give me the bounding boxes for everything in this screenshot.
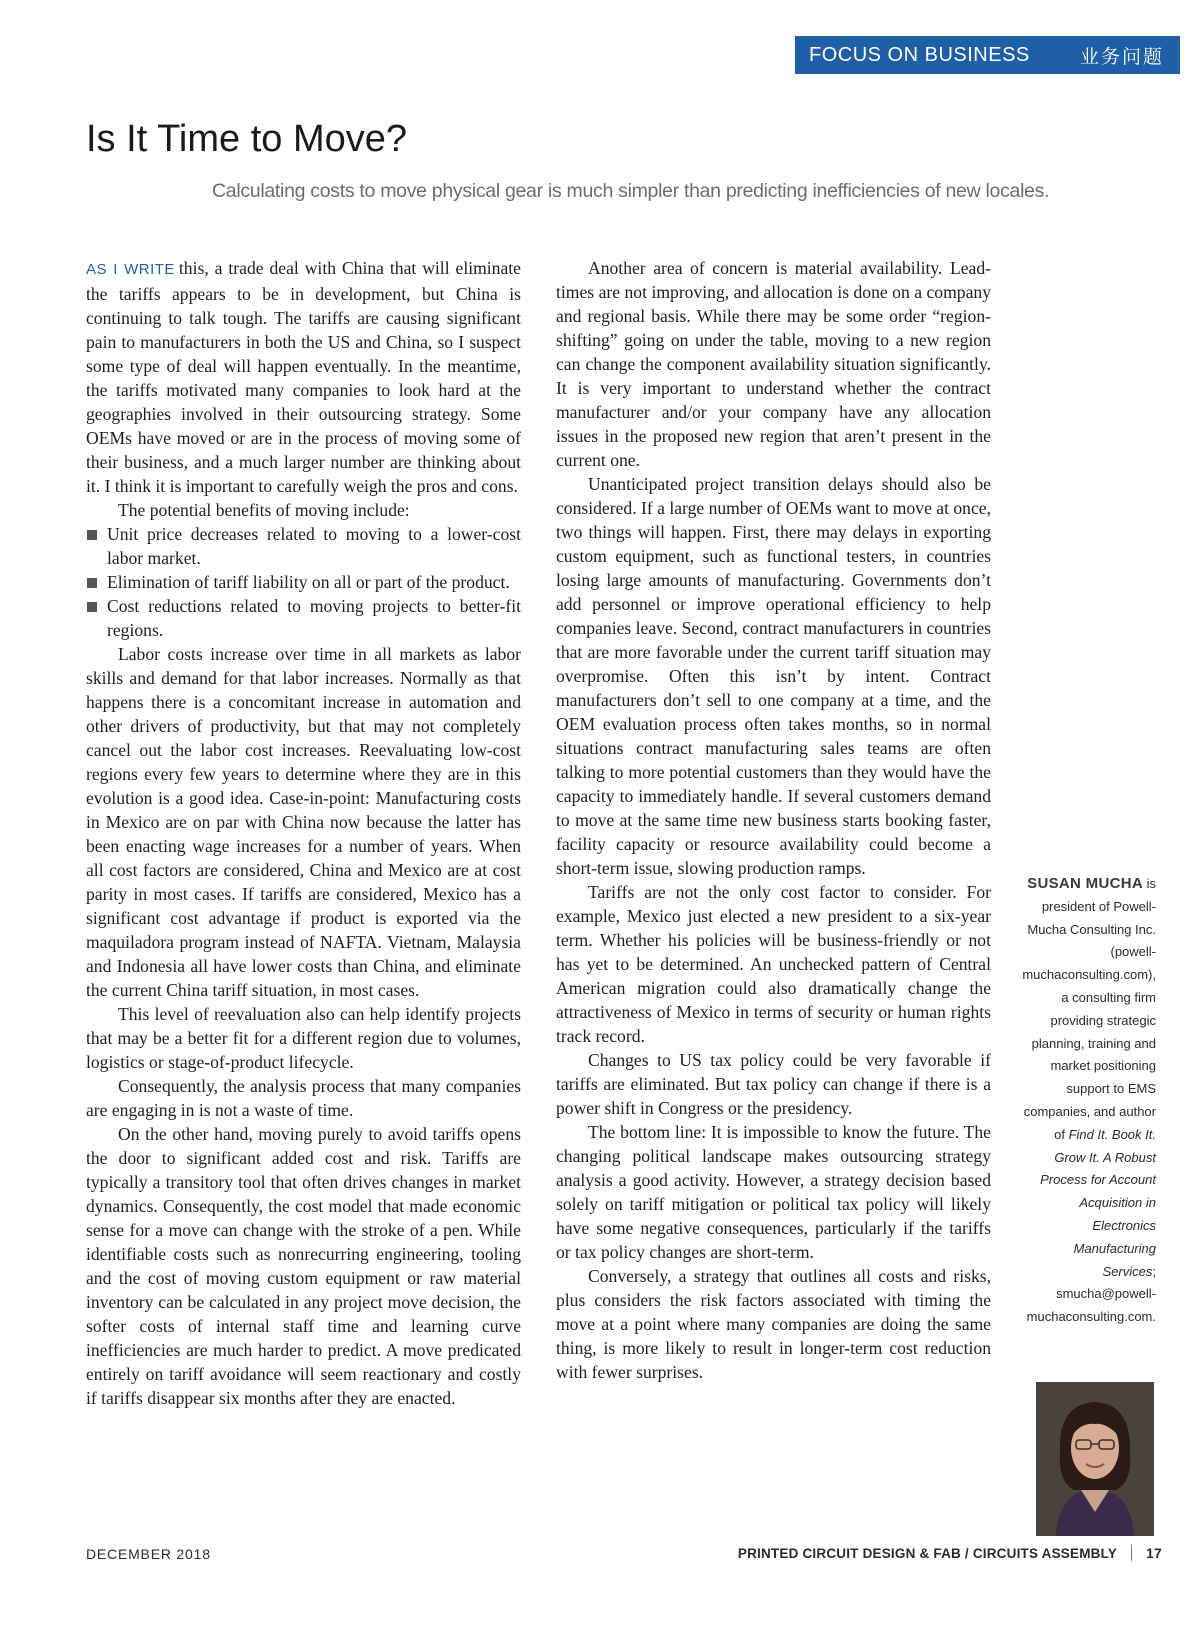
page-number: 17 <box>1146 1545 1162 1561</box>
book-title: Find It. Book It. Grow It. A Robust Process for Account Acquisition in Electronics Manufacturing Services <box>1040 1126 1156 1279</box>
paragraph: This level of reevaluation also can help identify projects that may be a better fit for a different region due to volumes, logistics or stage-of-product lifecycle. <box>86 1004 521 1072</box>
paragraph: Tariffs are not the only cost factor to consider. For example, Mexico just elected a new president to a six-year term. Whether his policies will be business-friendly or not has yet to be determined. An unchecked pattern of Central American migration could also dramatically change the attractiveness of Mexico in terms of security or human rights track record. <box>556 882 991 1046</box>
paragraph: On the other hand, moving purely to avoid tariffs opens the door to significant added cost and risk. Tariffs are typically a transitory tool that often drives changes in market dynamics. Consequently, the cost model that made economic sense for a move can change with the stroke of a pen. While identifiable costs such as nonrecurring engineering, tooling and the cost of moving custom equipment or raw material inventory can be calculated in any project move decision, the softer costs of internal staff time and learning curve inefficiencies are much harder to predict. A move predicated entirely on tariff avoidance will seem reactionary and costly if tariffs disappear six months after they are enacted. <box>86 1124 521 1408</box>
article-deck: Calculating costs to move physical gear is much simpler than predicting inefficiencies of new locales. <box>212 180 1050 202</box>
issue-date: DECEMBER 2018 <box>86 1546 211 1562</box>
paragraph: Conversely, a strategy that outlines all costs and risks, plus considers the risk factors associated with timing the move at a point where many companies are doing the same thing, is more likely to result in longer-term cost reduction with fewer surprises. <box>556 1266 991 1382</box>
list-item: Unit price decreases related to moving to a lower-cost labor market. <box>86 522 521 570</box>
square-bullet-icon <box>87 602 97 612</box>
paragraph: Unanticipated project transition delays should also be considered. If a large number of OEMs want to move at once, two things will happen. First, there may delays in exporting custom equipment, such as functional testers, in countries losing large amounts of manufacturing. Governments don’t add personnel or improve operational efficiency to help companies leave. Second, contract manufacturers in countries that are more favorable under the current tariff situation may overpromise. Often this isn’t by intent. Contract manufacturers don’t sell to one company at a time, and the OEM evaluation process often takes months, so in normal situations contract manufacturing sales teams are often talking to more potential customers than they would have the capacity to immediately handle. If several customers demand to move at the same time new business starts booking faster, facility capacity or resource availability could become a short-term issue, slowing production ramps. <box>556 474 991 878</box>
benefits-list <box>86 522 521 642</box>
list-item: Cost reductions related to moving projects to better-fit regions. <box>86 594 521 642</box>
footer-divider <box>1131 1545 1132 1561</box>
square-bullet-icon <box>87 530 97 540</box>
article-column-2 <box>556 256 991 1384</box>
article-title: Is It Time to Move? <box>86 118 407 160</box>
article-column-1 <box>86 256 521 1410</box>
author-name: SUSAN MUCHA <box>1027 875 1143 892</box>
author-bio: SUSAN MUCHA is president of Powell-Mucha Consulting Inc. (powell-muchaconsulting.com), a consulting firm providing strategic planning, training and market positioning support to EMS companies, and author of Find It. Book It. Grow It. A Robust Process for Account Acquisition in Electronics Manufacturing Services; smucha@powell-muchaconsulting.com. <box>1022 875 1156 1325</box>
paragraph: AS I WRITE this, a trade deal with China that will eliminate the tariffs appears to be in development, but China is continuing to talk tough. The tariffs are causing significant pain to manufacturers in both the US and China, so I suspect some type of deal will happen eventually. In the meantime, the tariffs motivated many companies to look hard at the geographies involved in their outsourcing strategy. Some OEMs have moved or are in the process of moving some of their business, and a much larger number are thinking about it. I think it is important to carefully weigh the pros and cons. <box>86 258 521 496</box>
paragraph: Labor costs increase over time in all markets as labor skills and demand for that labor increases. Normally as that happens there is a concomitant increase in automation and other drivers of productivity, but that may not completely cancel out the labor cost increases. Reevaluating low-cost regions every few years to determine where they are in this evolution is a good idea. Case-in-point: Manufacturing costs in Mexico are on par with China now because the latter has been enacting wage increases for a number of years. When all cost factors are considered, China and Mexico are at cost parity in most cases. If tariffs are considered, Mexico has a significant cost advantage if product is exported via the maquiladora program instead of NAFTA. Vietnam, Malaysia and Indonesia all have lower costs than China, and eliminate the current China tariff situation, in most cases. <box>86 644 521 1000</box>
section-banner <box>795 36 1180 74</box>
paragraph: Another area of concern is material availability. Lead-times are not improving, and allocation is done on a company and regional basis. While there may be some order “region-shifting” going on under the table, moving to a new region can change the component availability situation significantly. It is very important to understand whether the contract manufacturer and/or your company have any allocation issues in the proposed new region that aren’t present in the current one. <box>556 258 991 470</box>
paragraph: Changes to US tax policy could be very favorable if tariffs are eliminated. But tax policy can change if there is a power shift in Congress or the presidency. <box>556 1050 991 1118</box>
paragraph: Consequently, the analysis process that many companies are engaging in is not a waste of time. <box>86 1076 521 1120</box>
publication-name: PRINTED CIRCUIT DESIGN & FAB / CIRCUITS ASSEMBLY <box>737 1545 1118 1561</box>
lead-in: AS I WRITE <box>86 261 175 278</box>
section-label-chinese: 业务问题 <box>1079 45 1164 68</box>
paragraph: The bottom line: It is impossible to know the future. The changing political landscape makes outsourcing strategy analysis a good activity. However, a strategy decision based solely on tariff mitigation or political tax policy will likely have some negative consequences, particularly if the tariffs or tax policy changes are short-term. <box>556 1122 991 1262</box>
author-photo <box>1036 1382 1154 1536</box>
square-bullet-icon <box>87 578 97 588</box>
list-item: Elimination of tariff liability on all or part of the product. <box>86 570 521 594</box>
author-portrait-icon <box>1036 1382 1154 1536</box>
paragraph: The potential benefits of moving include: <box>118 500 410 520</box>
footer-publication <box>738 1545 1162 1561</box>
section-label-english: FOCUS ON BUSINESS <box>809 43 1030 66</box>
